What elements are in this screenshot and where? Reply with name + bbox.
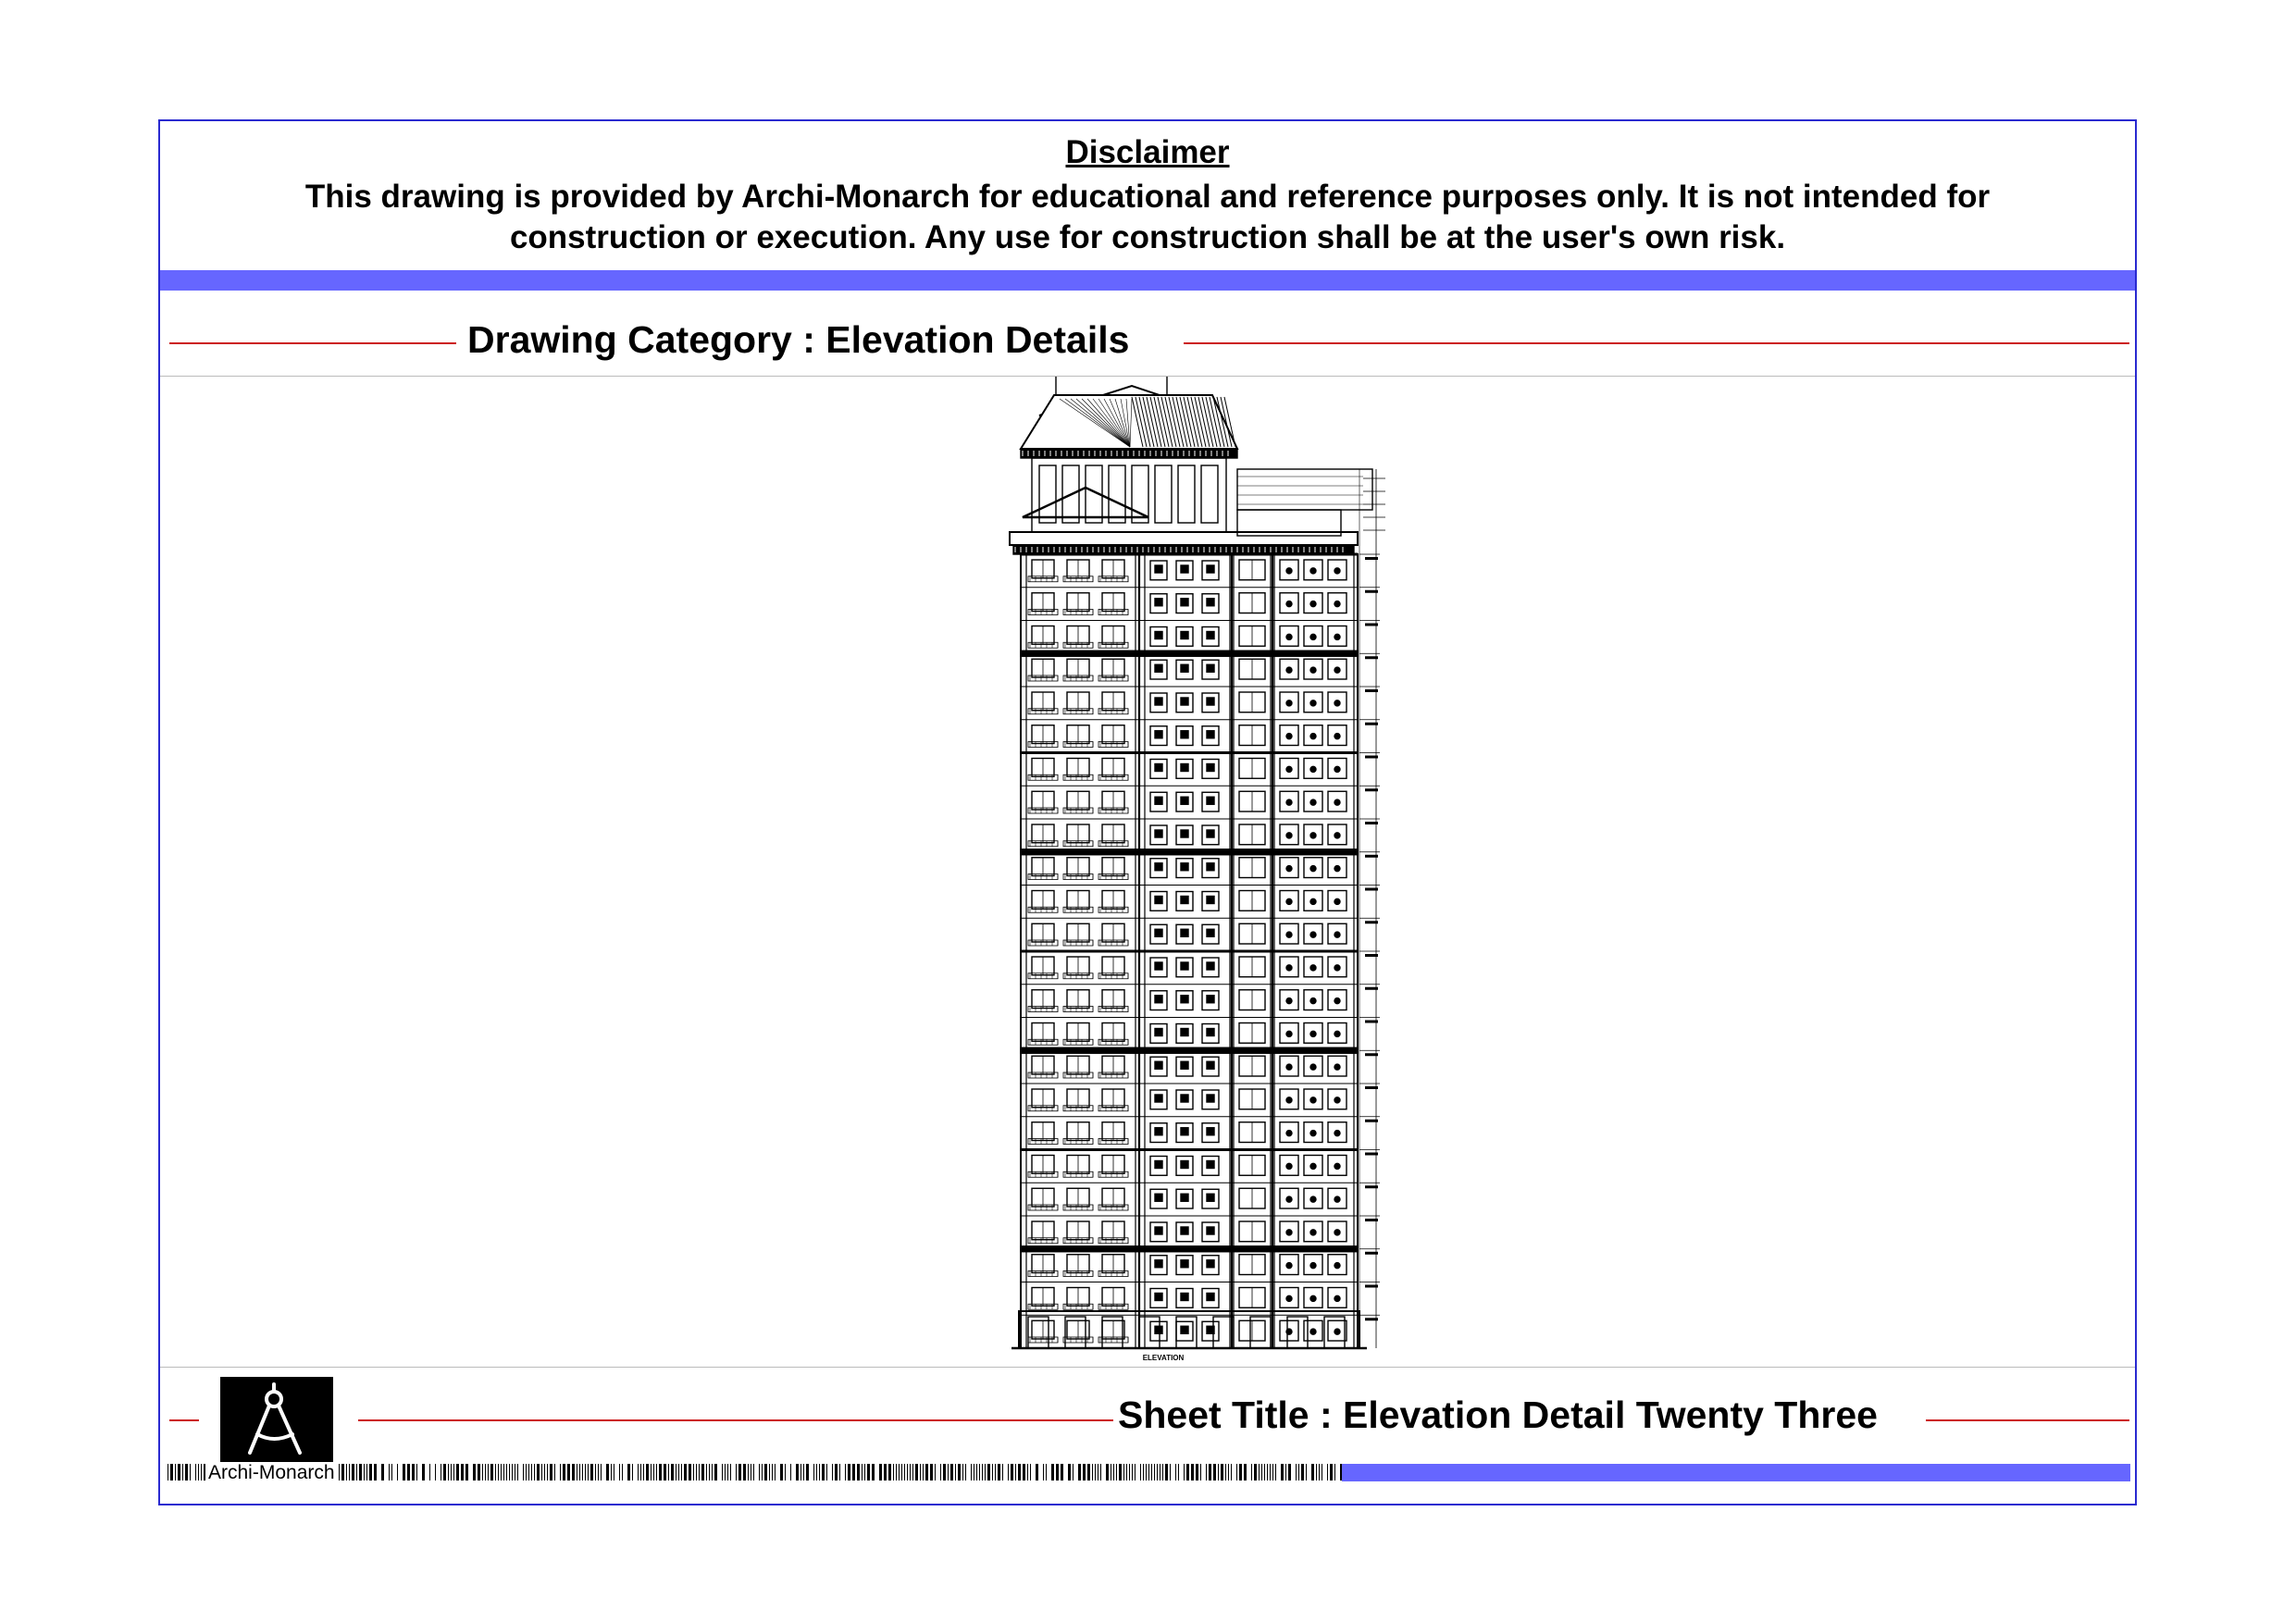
elevation-caption: ELEVATION: [1142, 1354, 1185, 1362]
category-row: [160, 291, 2135, 377]
sheet-frame: [158, 119, 2137, 1505]
title-block-band: [1342, 1464, 2130, 1481]
disclaimer-text: This drawing is provided by Archi-Monarch for educational and reference purposes only. It is not intended for construction or execution. Any use for construction shall be at the user's own risk.: [304, 179, 1991, 255]
disclaimer-section: [160, 121, 2135, 270]
building-elevation-drawing: [160, 377, 2135, 1367]
title-block: [160, 1367, 2135, 1506]
category-left-rule: [169, 342, 456, 344]
disclaimer-title: Disclaimer: [1065, 134, 1230, 170]
title-left-rule-short: [169, 1419, 199, 1421]
disclaimer-divider-band: [160, 270, 2135, 291]
drawing-category: Drawing Category : Elevation Details: [467, 318, 1130, 361]
brand-name: Archi-Monarch: [205, 1462, 338, 1484]
category-right-rule: [1184, 342, 2129, 344]
compass-divider-icon: [220, 1377, 333, 1466]
sheet-title: Sheet Title : Elevation Detail Twenty Three: [1118, 1394, 1878, 1436]
brand-logo: [220, 1377, 333, 1466]
barcode-strip: [168, 1464, 1352, 1481]
title-right-rule: [1926, 1419, 2129, 1421]
drawing-area: [160, 377, 2135, 1367]
title-left-rule-long: [358, 1419, 1113, 1421]
